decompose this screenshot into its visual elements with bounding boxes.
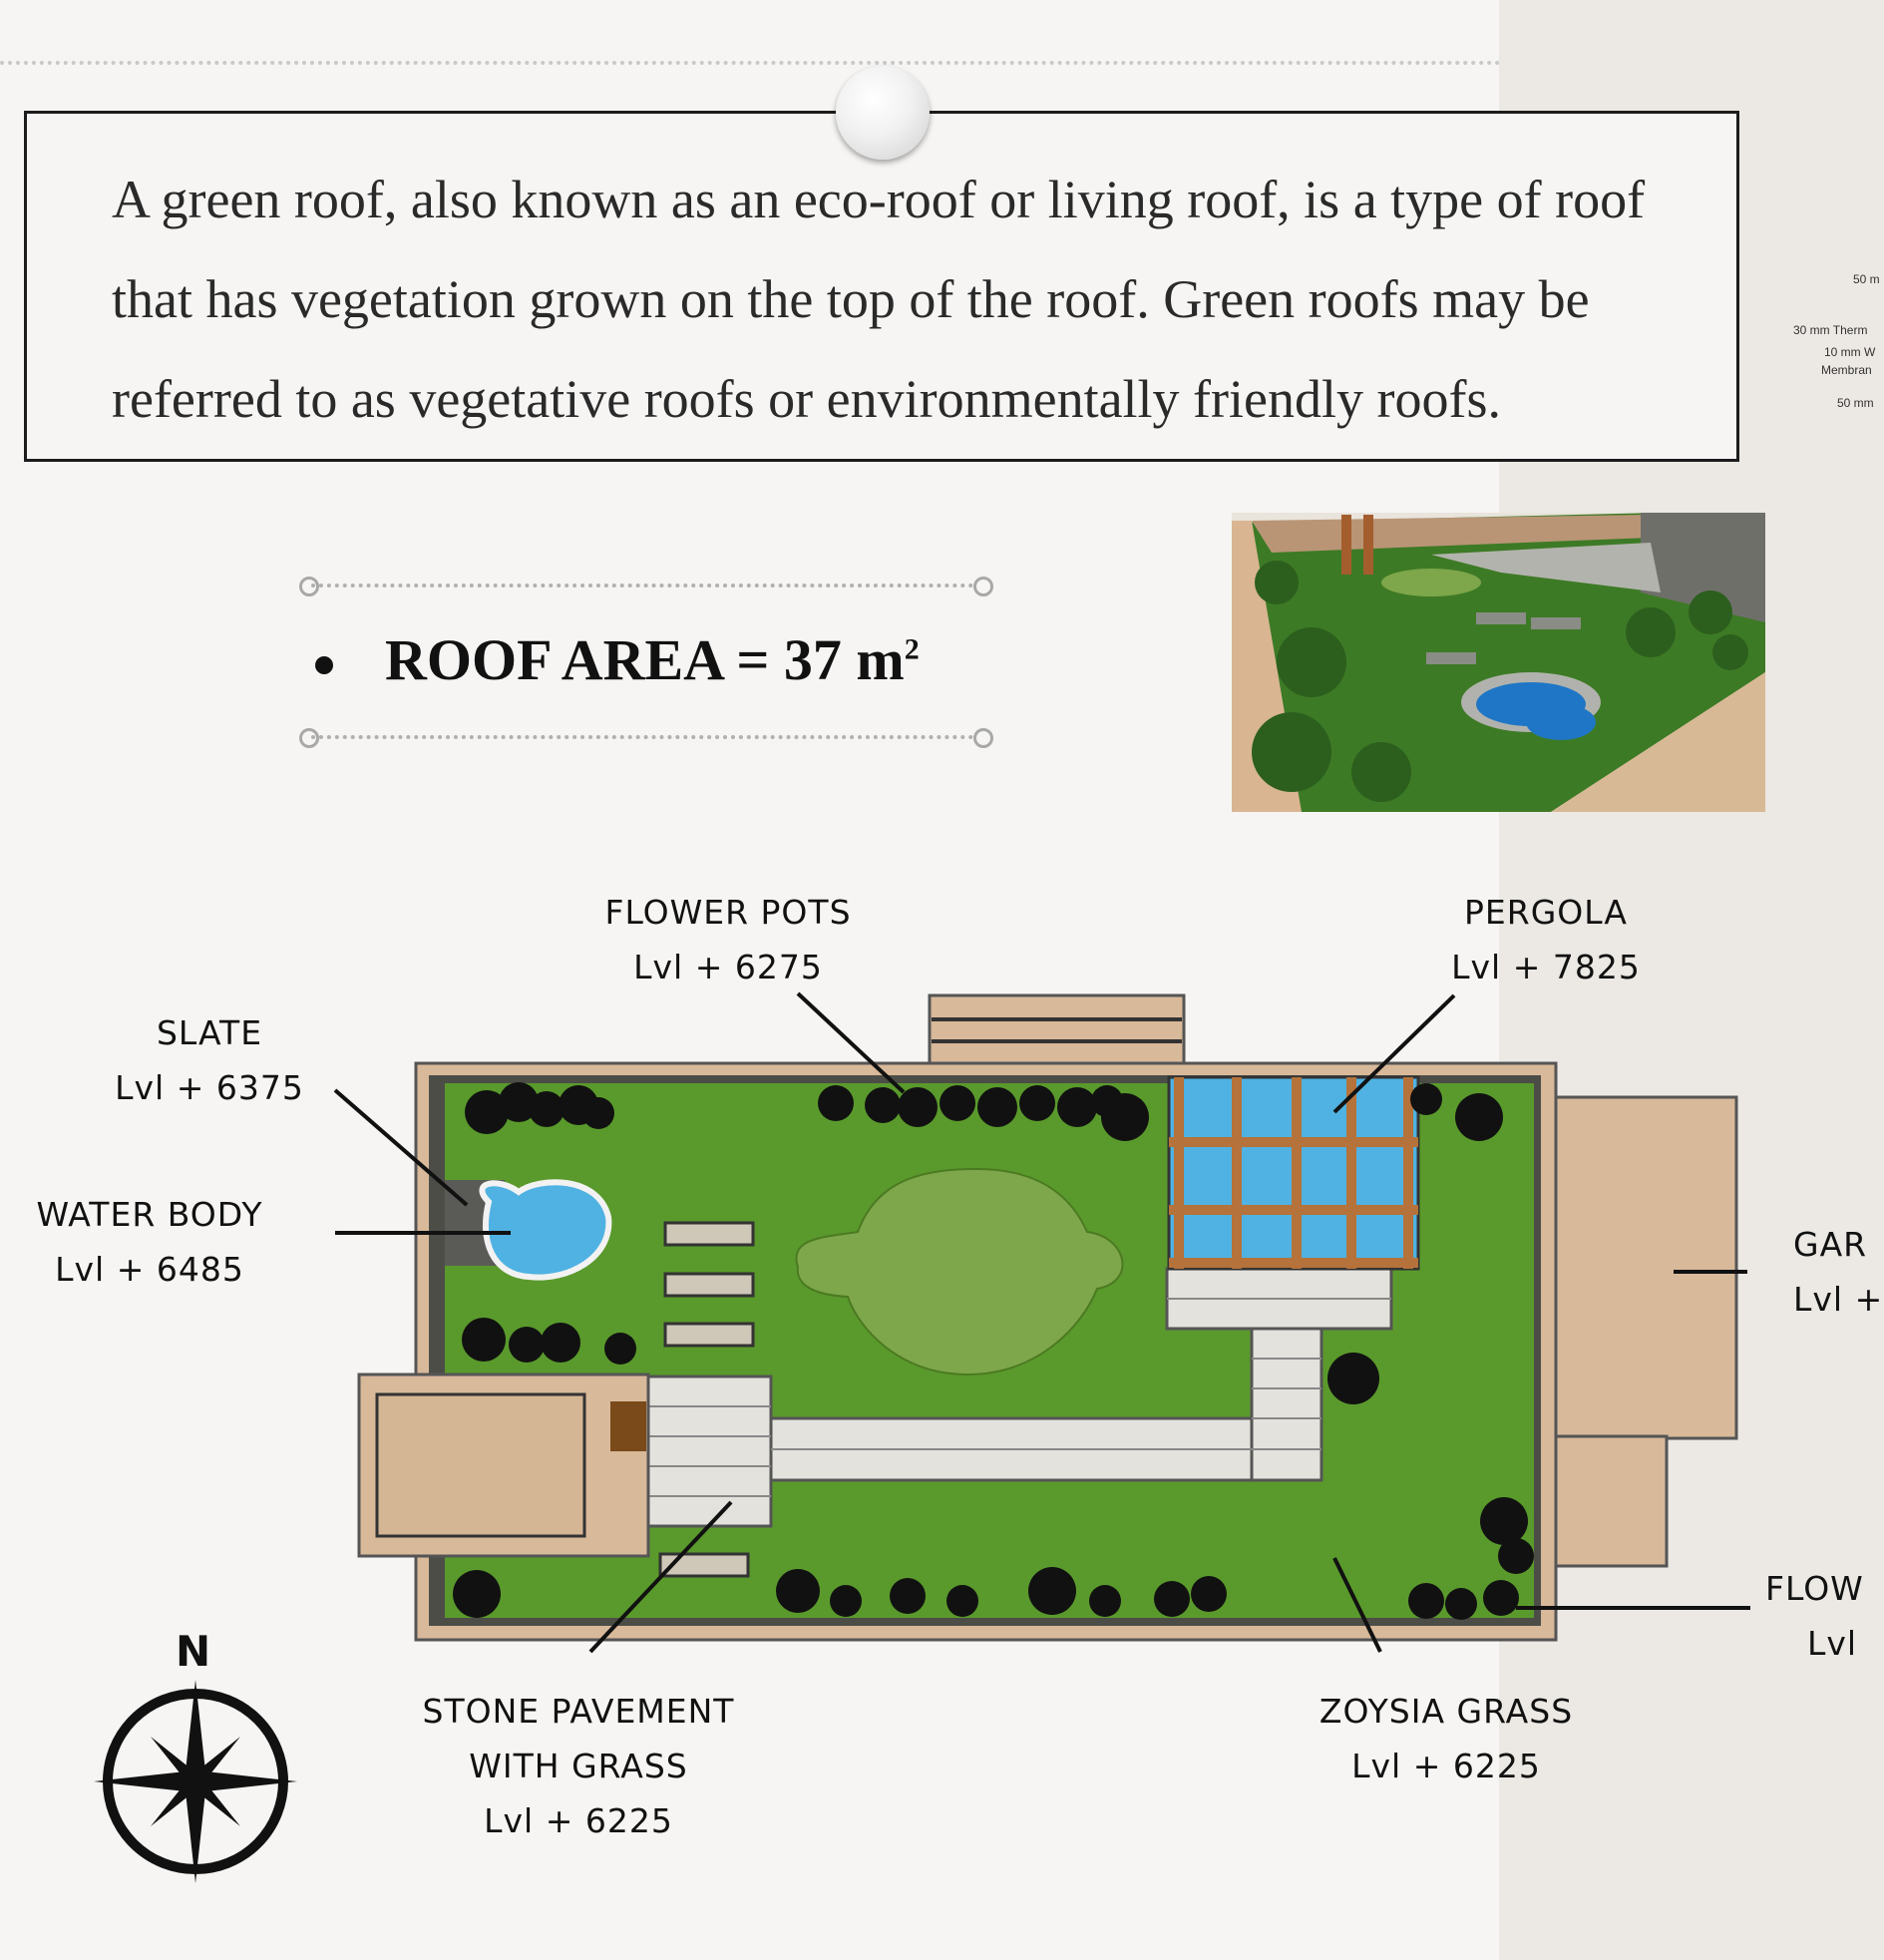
description-text: A green roof, also known as an eco-roof or living roof, is a type of roof that has vegetation grown on the top of the roof. Green roofs may be referred to as vegetative roofs or environmentally friendly roofs. <box>112 170 1646 429</box>
label-flow-partial: FLOW Lvl <box>1765 1569 1864 1663</box>
roof-area-text: ROOF AREA = 37 $m^2$ <box>385 627 920 692</box>
section-note-4: Membran <box>1821 363 1872 377</box>
pin-icon <box>836 66 930 160</box>
compass-north-label: N <box>176 1627 212 1676</box>
label-slate: SLATE Lvl + 6375 <box>115 1013 304 1107</box>
section-note-2: 30 mm Therm <box>1793 323 1868 337</box>
top-dotted-divider <box>0 61 1501 65</box>
compass-icon <box>94 1680 297 1883</box>
roof-garden-render <box>1232 513 1765 812</box>
label-flower-pots: FLOWER POTS Lvl + 6275 <box>604 893 852 986</box>
section-note-5: 50 mm <box>1837 396 1874 410</box>
section-note-3: 10 mm W <box>1824 345 1876 359</box>
label-garden-partial: GAR Lvl + <box>1793 1225 1884 1319</box>
bullet-dot <box>315 656 333 674</box>
label-stone-pavement: STONE PAVEMENT WITH GRASS Lvl + 6225 <box>422 1692 735 1840</box>
label-pergola: PERGOLA Lvl + 7825 <box>1451 893 1641 986</box>
label-zoysia-grass: ZOYSIA GRASS Lvl + 6225 <box>1319 1692 1574 1785</box>
section-note-1: 50 m <box>1853 272 1880 286</box>
label-water-body: WATER BODY Lvl + 6485 <box>36 1195 263 1289</box>
